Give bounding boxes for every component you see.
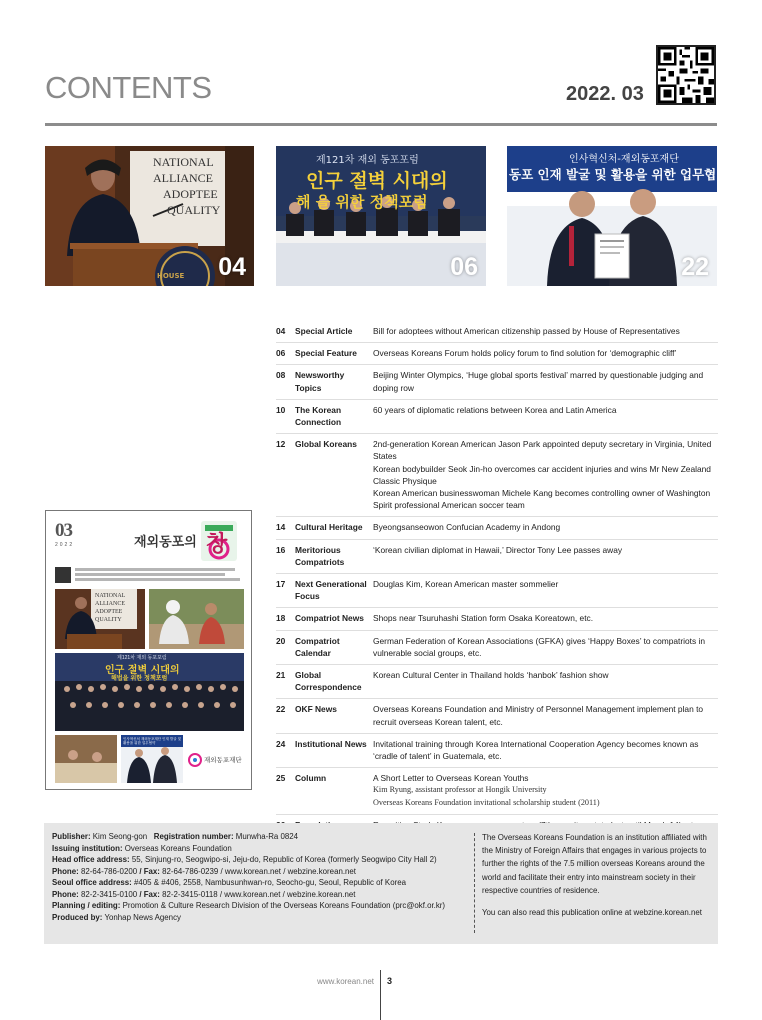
toc-row[interactable] xyxy=(276,365,718,399)
footer-divider xyxy=(380,970,381,1020)
toc-description-line: Korean Cultural Center in Thailand holds ‘hanbok’ fashion show xyxy=(373,670,609,681)
photo1-caption-line: ADOPTEE xyxy=(163,187,218,201)
table-of-contents xyxy=(276,321,718,848)
toc-description-line: 2nd-generation Korean American Jason Park appointed deputy secretary in Virginia, United States xyxy=(373,439,712,462)
toc-row[interactable] xyxy=(276,321,718,343)
toc-description-line: Douglas Kim, Korean American master sommelier xyxy=(373,579,559,590)
toc-row[interactable] xyxy=(276,574,718,608)
online-notice: You can also read this publication online at webzine.korean.net xyxy=(482,908,702,918)
page-number: 3 xyxy=(387,976,393,986)
photo-page-number: 04 xyxy=(218,253,246,281)
info-divider xyxy=(474,833,475,933)
cover-banner-top: 제121차 재외 동포포럼 xyxy=(117,655,167,661)
toc-description-line: Byeongsanseowon Confucian Academy in Andong xyxy=(373,522,561,533)
toc-description xyxy=(373,578,718,602)
toc-section-name: Meritorious Compatriots xyxy=(295,544,345,567)
publisher-details xyxy=(52,831,472,923)
toc-page-number: 18 xyxy=(276,613,286,624)
cover-masthead: 재외동포의 xyxy=(134,535,197,550)
toc-row[interactable] xyxy=(276,734,718,768)
cover-issue-number: 03 xyxy=(55,520,72,541)
toc-section-name: Newsworthy Topics xyxy=(295,370,345,393)
toc-row[interactable] xyxy=(276,768,718,815)
cover-photo-agreement xyxy=(121,735,183,783)
toc-section-name: Special Feature xyxy=(295,348,357,359)
toc-page-number: 22 xyxy=(276,704,286,715)
toc-section-name: Cultural Heritage xyxy=(295,522,363,533)
toc-page-number: 12 xyxy=(276,439,286,450)
cover-photo-text: QUALITY xyxy=(95,617,122,623)
photo3-caption-top: 인사혁신처-재외동포재단 xyxy=(569,154,679,165)
cover-photo-culture xyxy=(149,589,244,649)
registration-label: Registration number: xyxy=(153,832,234,841)
foundation-about xyxy=(482,831,714,928)
photo-page-number: 06 xyxy=(450,253,478,281)
toc-description-line: Overseas Koreans Foundation and Ministry of Personnel Management implement plan to recruit overseas Korean talent, etc. xyxy=(373,704,704,727)
toc-page-number: 21 xyxy=(276,670,286,681)
toc-description xyxy=(373,703,718,727)
fax-value: 82-64-786-0239 / www.korean.net / webzine.korean.net xyxy=(162,866,357,876)
photo-page-number: 22 xyxy=(681,253,709,281)
photo1-caption-line: ALLIANCE xyxy=(153,171,213,185)
cover-qr-icon xyxy=(55,567,71,583)
toc-section-name: Compatriot Calendar xyxy=(295,635,340,658)
toc-page-number: 16 xyxy=(276,544,286,555)
about-paragraph: The Overseas Koreans Foundation is an institution affiliated with the Ministry of Foreign Affairs that engages in various projects to further the rights of the 7.5 million overseas Koreans around the world and facilitate their entry into mainstream society in their respective countries of residence. xyxy=(482,833,707,895)
footer-website[interactable]: www.korean.net xyxy=(317,977,374,986)
toc-description-line: Beijing Winter Olympics, ‘Huge global sports festival’ marred by questionable judging and doping row xyxy=(373,370,704,393)
cover-banner-main: 인구 절벽 시대의 xyxy=(105,665,180,676)
toc-row[interactable] xyxy=(276,699,718,733)
cover-photo-text: ADOPTEE xyxy=(95,609,123,615)
feature-photo-special-feature[interactable] xyxy=(276,146,486,286)
title-divider xyxy=(45,123,717,126)
toc-description xyxy=(373,612,718,624)
publisher-label: Publisher: xyxy=(52,832,91,841)
seoul-office-value: #405 & #406, 2558, Nambusunhwan-ro, Seocho-gu, Seoul, Republic of Korea xyxy=(134,878,406,887)
toc-author-line: Overseas Koreans Foundation invitational scholarship student (2011) xyxy=(373,797,600,807)
toc-page-number: 06 xyxy=(276,348,286,359)
cover-masthead-big: 창 xyxy=(206,532,228,557)
feature-photo-special-article[interactable] xyxy=(45,146,254,286)
phone-value: 82-64-786-0200 xyxy=(80,866,138,876)
toc-page-number: 04 xyxy=(276,326,286,336)
feature-photo-okf-news[interactable] xyxy=(507,146,717,286)
toc-description-line: 60 years of diplomatic relations between Korea and Latin America xyxy=(373,404,617,415)
cover-logo xyxy=(186,749,246,771)
issuing-label: Issuing institution: xyxy=(52,843,123,853)
toc-section-name: Special Article xyxy=(295,326,353,336)
cover-photo-market xyxy=(55,735,117,783)
issuing-value: Overseas Koreans Foundation xyxy=(124,843,232,853)
toc-row[interactable] xyxy=(276,608,718,630)
toc-description-line: German Federation of Korean Associations (GFKA) gives ‘Happy Boxes’ to compatriots in vulnerable social groups, etc. xyxy=(373,635,706,658)
toc-page-number: 14 xyxy=(276,522,286,533)
produced-label: Produced by: xyxy=(52,912,103,922)
fax-label: / Fax: xyxy=(139,866,160,876)
toc-section-name: Column xyxy=(295,773,327,784)
toc-description-line: A Short Letter to Overseas Korean Youths xyxy=(373,773,529,784)
toc-author-line: Kim Ryung, assistant professor at Hongik University xyxy=(373,785,547,795)
toc-description-line: Overseas Koreans Forum holds policy forum to find solution for ‘demographic cliff’ xyxy=(373,348,677,359)
toc-row[interactable] xyxy=(276,343,718,365)
planning-value: Promotion & Culture Research Division of the Overseas Koreans Foundation (prc@okf.or.kr) xyxy=(122,901,446,910)
toc-description xyxy=(373,544,718,568)
toc-description xyxy=(373,521,718,533)
seoul-office-label: Seoul office address: xyxy=(52,878,132,887)
toc-row[interactable] xyxy=(276,517,718,539)
cover-photo-text: ALLIANCE xyxy=(95,601,125,607)
toc-description-line: Invitational training through Korea International Cooperation Agency becomes known as ‘cradle of talent’ in Guatemala, etc. xyxy=(373,738,699,762)
issue-date: 2022. 03 xyxy=(566,83,644,105)
publisher-info-box xyxy=(44,823,718,944)
toc-page-number: 08 xyxy=(276,370,286,381)
photo2-caption-sub: 해 을 위한 정책포럼 xyxy=(296,193,428,211)
cover-banner-small: 인사혁신처 재외동포재단 인재 발굴 및 활용을 위한 업무협약 xyxy=(123,737,181,745)
cover-logo-text: 재외동포재단 xyxy=(204,756,242,764)
toc-description xyxy=(373,438,718,511)
page-title: CONTENTS xyxy=(45,70,212,105)
toc-section-name: OKF News xyxy=(295,704,337,715)
registration-value: Munwha-Ra 0824 xyxy=(235,832,299,841)
toc-description xyxy=(373,369,718,393)
toc-row[interactable] xyxy=(276,540,718,574)
toc-page-number: 24 xyxy=(276,738,286,749)
photo3-caption-main: 동포 인재 발굴 및 활용을 위한 업무협 xyxy=(509,167,717,182)
fax-value: 82-2-3415-0118 / www.korean.net / webzine.korean.net xyxy=(162,889,356,899)
toc-page-number: 20 xyxy=(276,635,286,646)
toc-description xyxy=(373,404,718,428)
toc-description-line: Korean bodybuilder Seok Jin-ho overcomes car accident injuries and wins Mr New Zealand Classic Physique xyxy=(373,463,711,486)
toc-row[interactable] xyxy=(276,400,718,434)
cover-blurb-lines xyxy=(75,568,245,583)
toc-section-name: Global Correspondence xyxy=(295,670,362,693)
toc-description xyxy=(373,738,718,762)
photo2-caption-top: 제121차 재외 동포포럼 xyxy=(316,155,419,166)
toc-section-name: Institutional News xyxy=(295,738,367,749)
qr-code-icon[interactable] xyxy=(656,45,716,105)
toc-page-number: 10 xyxy=(276,404,286,415)
toc-section-name: Compatriot News xyxy=(295,613,364,624)
cover-photo-speaker xyxy=(55,589,145,649)
planning-label: Planning / editing: xyxy=(52,901,121,910)
toc-row[interactable] xyxy=(276,434,718,517)
phone-label: Phone: xyxy=(52,866,79,876)
toc-page-number: 17 xyxy=(276,579,286,590)
toc-description xyxy=(373,325,718,337)
head-office-value: 55, Sinjung-ro, Seogwipo-si, Jeju-do, Republic of Korea (formerly Seogwipo City Hall 2) xyxy=(131,855,437,864)
toc-description-line: ‘Korean civilian diplomat in Hawaii,’ Director Tony Lee passes away xyxy=(373,544,623,555)
cover-photo-forum xyxy=(55,653,244,731)
toc-description-line: Bill for adoptees without American citizenship passed by House of Representatives xyxy=(373,326,680,336)
phone-value: 82-2-3415-0100 xyxy=(80,889,138,899)
toc-description-line: Shops near Tsuruhashi Station form Osaka Koreatown, etc. xyxy=(373,613,594,624)
toc-row[interactable] xyxy=(276,665,718,699)
cover-photo-text: NATIONAL xyxy=(95,593,126,599)
toc-description xyxy=(373,347,718,359)
fax-label: / Fax: xyxy=(139,889,160,899)
toc-description xyxy=(373,669,718,693)
photo1-caption-line: NATIONAL xyxy=(153,155,214,169)
photo2-caption-main: 인구 절벽 시대의 xyxy=(306,170,448,192)
phone-label: Phone: xyxy=(52,889,79,899)
cover-year: 2022 xyxy=(55,542,75,548)
photo1-caption-line: QUALITY xyxy=(167,203,221,217)
magazine-cover[interactable] xyxy=(45,510,252,790)
toc-section-name: Next Generational Focus xyxy=(295,579,367,602)
produced-value: Yonhap News Agency xyxy=(104,912,181,922)
toc-description xyxy=(373,635,718,659)
head-office-label: Head office address: xyxy=(52,855,130,864)
toc-section-name: The Korean Connection xyxy=(295,404,342,428)
toc-row[interactable] xyxy=(276,631,718,665)
toc-description-line: Korean American businesswoman Michele Kang becomes controlling owner of Washington Spirit professional American soccer team xyxy=(373,488,711,511)
toc-section-name: Global Koreans xyxy=(295,439,357,450)
toc-description xyxy=(373,772,718,809)
publisher-value: Kim Seong-gon xyxy=(92,832,148,841)
cover-banner-sub: 해법을 위한 정책포럼 xyxy=(111,675,168,682)
toc-page-number: 25 xyxy=(276,773,286,784)
photo1-seal-text: HOUSE xyxy=(157,272,185,280)
